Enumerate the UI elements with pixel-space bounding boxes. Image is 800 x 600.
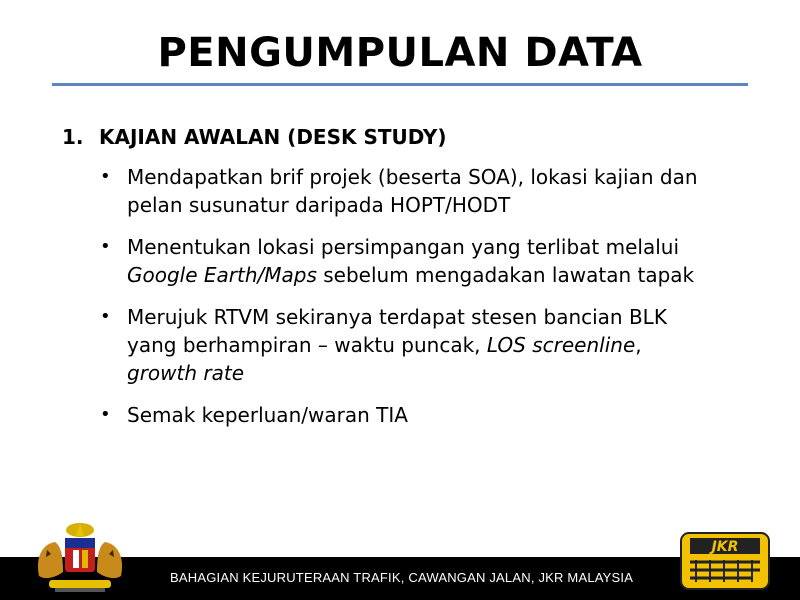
bullet-line xyxy=(127,359,760,387)
bullet-item xyxy=(100,303,760,387)
section-number: 1. xyxy=(62,125,84,149)
coat-of-arms-logo xyxy=(25,516,135,596)
bullet-text: Merujuk RTVM sekiranya terdapat stesen bancian BLK xyxy=(127,305,667,329)
bullet-text: yang berhampiran – waktu puncak, xyxy=(127,333,487,357)
bullet-text: Menentukan lokasi persimpangan yang terlibat melalui xyxy=(127,235,680,259)
bullet-dot-icon: • xyxy=(100,404,111,425)
bullet-line xyxy=(127,401,760,429)
bullet-text-italic: LOS screenline xyxy=(486,333,636,357)
title-divider xyxy=(52,83,748,86)
footer-text: BAHAGIAN KEJURUTERAAN TRAFIK, CAWANGAN JALAN, JKR MALAYSIA xyxy=(170,570,634,585)
bullet-item xyxy=(100,233,760,289)
bullet-item xyxy=(100,401,760,429)
bullet-text-italic: Google Earth/Maps xyxy=(127,263,317,287)
bullet-line xyxy=(127,303,760,331)
bullet-list xyxy=(100,163,760,443)
bullet-dot-icon: • xyxy=(100,236,111,257)
bullet-line xyxy=(127,191,760,219)
bullet-dot-icon: • xyxy=(100,306,111,327)
bullet-text: sebelum mengadakan lawatan tapak xyxy=(316,263,695,287)
bullet-dot-icon: • xyxy=(100,166,111,187)
slide-title: PENGUMPULAN DATA xyxy=(157,30,643,76)
bullet-line xyxy=(127,163,760,191)
section-label: KAJIAN AWALAN (DESK STUDY) xyxy=(99,125,447,149)
bullet-text: Mendapatkan brif projek (beserta SOA), lokasi kajian dan xyxy=(127,165,698,189)
svg-text:JKR: JKR xyxy=(711,539,739,555)
jkr-logo xyxy=(680,532,770,590)
bullet-line xyxy=(127,331,760,359)
bullet-item xyxy=(100,163,760,219)
bullet-text-italic: growth rate xyxy=(127,361,245,385)
section-heading xyxy=(62,125,447,149)
bullet-text: Semak keperluan/waran TIA xyxy=(127,403,408,427)
bullet-text: , xyxy=(635,333,642,357)
bullet-line xyxy=(127,261,760,289)
bullet-text: pelan susunatur daripada HOPT/HODT xyxy=(127,193,511,217)
bullet-line xyxy=(127,233,760,261)
